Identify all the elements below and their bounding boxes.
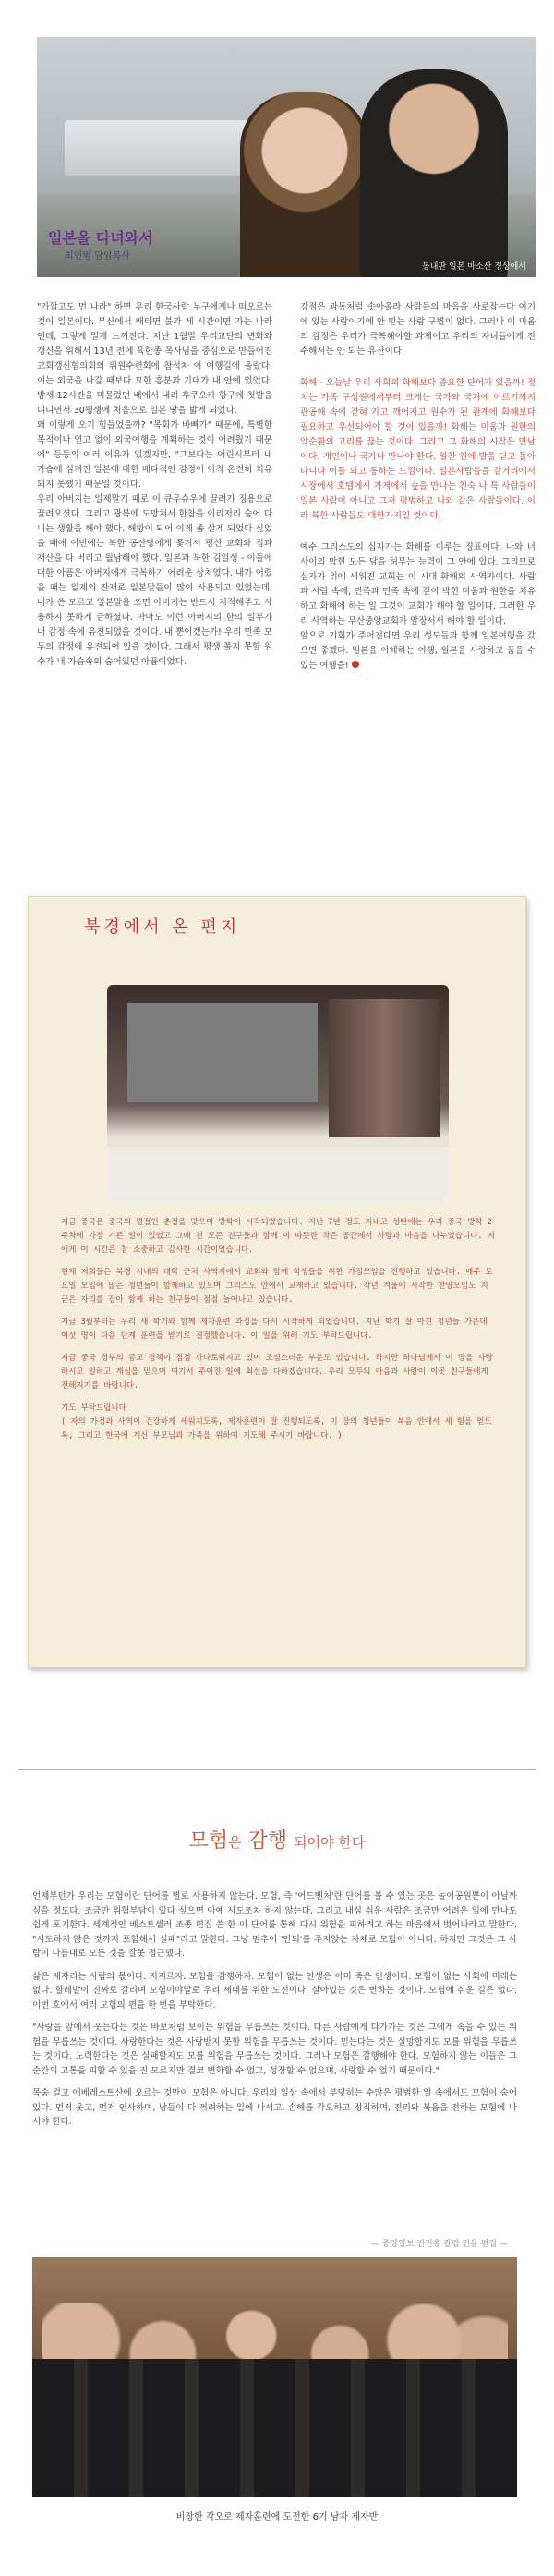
essay-paragraph: 강점은 과동처럼 솟아올라 사람들의 마음을 사로잡는다 여기에 있는 사람이기에 안 믿는 사람 구별이 없다. 그러나 이 미움의 감정은 우리가 극복해야할 과제이고 우리의 자녀들에게 전수해서는 안 되는 유산이다. [300, 302, 536, 357]
hero-photo [37, 37, 536, 277]
background-building [65, 120, 259, 176]
woman-figure [240, 92, 369, 277]
man-figure [360, 69, 508, 277]
essay-closing [300, 629, 536, 674]
divider [18, 1769, 536, 1770]
letter-title: 북경에서 온 편지 [84, 917, 241, 937]
adventure-paragraph: 삶은 제자리는 사람의 몫이다. 저지르자. 모험을 감행하자. 모험이 없는 인생은 이미 죽은 인생이다. 모험이 없는 사회에 미래는 없다. 할레발이 진짜로 갈리며 모험이야말로 우리 세대를 위한 도전이다. 살아있는 것은 변하는 것이다. 모험에 쉬운 길은 없다. 이번 호에서 여러 모험의 편을 한 번을 부탁한다. [32, 1971, 517, 2011]
letter-paragraph: 현재 저희들은 북경 시내의 대학 근처 사역지에서 교회와 함께 학생들을 위한 가정모임을 진행하고 있습니다. 매주 토요일 모임에 많은 청년들이 함께하고 있으며 그리스도 안에서 교제하고 있습니다. 작년 겨울에 시작한 찬양모임도 지금은 자리를 잡아 함께 하는 친구들이 점점 늘어나고 있습니다. [61, 1268, 493, 1305]
letter-paragraph: 기도 부탁드립니다 ( 저의 가정과 사역이 건강하게 세워지도록, 제자훈련이 잘 진행되도록, 이 땅의 청년들이 복음 안에서 새 힘을 얻도록, 그리고 한국에 계신 부모님과 가족을 위하여 기도해 주시기 바랍니다. ) [61, 1403, 492, 1440]
essay-paragraph: 앞으로 기회가 주어진다면 우리 성도들과 함께 일본여행을 갔으면 좋겠다. 일본을 이해하는 여행, 일본을 사랑하고 품을 수 있는 여행을! [300, 631, 536, 671]
group-photo [32, 2257, 517, 2497]
dinner-table [107, 1147, 449, 1202]
letter-body [61, 1216, 495, 1452]
photo-caption: 동내판 일본 마소산 정상에서 [422, 262, 526, 272]
letter-paragraph: 지금 3월부터는 우리 새 학기와 함께 제자훈련 과정을 다시 시작하게 되었습니다. 지난 학기 잘 마친 청년들 가운데 여섯 명이 다음 단계 훈련을 받기로 결정했습니다. 이 일을 위해 기도 부탁드립니다. [61, 1318, 488, 1341]
essay-column-right [300, 300, 536, 674]
adventure-paragraph: 목숨 걸고 에베레스트산에 오르는 것만이 모험은 아니다. 우리의 일상 속에서 부딪히는 수많은 평범한 일 속에서도 모험이 숨어 있다. 먼저 웃고, 먼저 인사하며, 남들이 다 꺼려하는 일에 나서고, 손해를 각오하고 정직하며, 진리와 복음을 전하는 모험에 나서야 한다. [32, 2088, 517, 2127]
source-credit: — 중앙일보 전진홍 칼럼 인용 편집 — [370, 2240, 508, 2249]
title-particle: 은 [228, 1834, 242, 1851]
redacted-block [127, 1003, 318, 1102]
essay-column-left [37, 300, 272, 670]
essay-paragraph: 예수 그리스도의 십자가는 화해를 이루는 징표이다. 나와 너 사이의 막힌 모든 담을 허무는 능력이 그 안에 있다. 그리므로 십자가 위에 세워진 교회는 이 시대 화해의 사역자이다. 사람과 사람 속에, 민족과 민족 속에 깊이 박힌 미움과 원한을 치유하고 화해에 하는 일 그것이 교회가 해야 할 일이다. 그러한 우리 사역하는 무산중앙교회가 앞장서서 해야 할 일이다. [300, 542, 536, 626]
essay-author: 최연범 담임목사 [65, 251, 130, 261]
people-group [329, 999, 440, 1137]
letter-paragraph: 지금 중국은 중국의 명절인 춘절을 맞으며 방학이 시작되었습니다. 지난 7년 정도 지내고 성탄에는 우리 중국 방학 2주차에 가장 기쁜 일이 있었고 그때 전 모든 친구들과 함께 이 따뜻한 작은 공간에서 사랑과 마음을 나누었습니다. 저에게 이 시간은 참 소중하고 감사한 시간이었습니다. [61, 1218, 495, 1255]
essay-paragraph: 왜 이렇게 오기 힘들었을까? "목회가 바빠가" 때문에, 특별한 목적이나 연고 없이 외국여행을 계획하는 것이 어려웠기 때문에" 등등의 여러 이유가 있겠지만, "그보다는 어린시부터 내 가슴에 심겨진 일본에 대한 배타적인 감정이 아직 온전히 치유되지 못했기 때문일 것이다. [37, 420, 272, 490]
end-mark-icon [352, 661, 359, 668]
essay-title: 일본을 다녀와서 [48, 229, 153, 247]
title-word: 감행 [247, 1829, 288, 1853]
title-rest: 되어야 한다 [294, 1834, 366, 1851]
adventure-paragraph: "사랑을 앞에서 웃는다는 것은 바보처럼 보이는 위험을 무릅쓰는 것이다. 다른 사람에게 다가가는 것은 그에게 속을 수 있는 위험을 무릅쓰는 것이다. 사랑한다는 것은 사랑받지 못할 위험을 무릅쓰는 것이다. 믿는다는 것은 실망할지도 모를 위험을 무릅쓰는 것이다. 노력한다는 것은 실패할지도 모를 위험을 무릅쓰는 것이다. 그러나 모험은 감행해야 한다. 모험하지 않는 이들은 그 순간의 고통을 피할 수 있을 진 모르지만 결코 변화할 수 없고, 성장할 수 없으며, 사랑할 수 없기 때문이다." [32, 2023, 517, 2076]
adventure-title [18, 1825, 536, 1853]
essay-paragraph: 우리 아버지는 일제말기 때로 이 큐우슈우에 끌려가 징용으로 끌려오셨다. 그리고 광복에 도망쳐서 한참을 이리저리 숨어 다니는 생활을 해야 했다. 해방이 되어 이제 좀 살게 되었다 싶었을 때에 이번에는 북한 공산당에게 쫓겨서 평신 교회와 집과 재산을 다 버리고 월남해야 했다. 일본과 북한 김일성 - 이들에 대한 아픔은 아버지에게 극복하기 어려운 상처였다. 내가 어렸을 때는 일제의 잔재로 일본말들이 많이 사용되고 있었는데, 내가 쓴 모르고 일본말을 쓰면 아버지는 반드시 지적해주고 사용하지 못하게 금하셨다. 아마도 이런 아버지의 한의 일부가 내 감정 속에 유전되었을 것이다. 내 뿐이겠는가! 우리 민족 모두의 감정에 유전되어 있을 것이다. 그래서 평생 풀지 못할 원수가 내 가슴속의 숨어있던 아픔이었다. [37, 494, 272, 667]
letter-paragraph: 지금 중국 정부의 종교 정책이 점점 까다로워지고 있어 조심스러운 부분도 있습니다. 하지만 하나님께서 이 땅을 사랑하시고 일하고 계심을 믿으며 여기서 주어진 일에 최선을 다하겠습니다. 우리 모두의 마음과 사랑이 이곳 친구들에게 전해지기를 바랍니다. [61, 1354, 493, 1391]
adventure-body [32, 1889, 517, 2138]
suits-row [32, 2359, 517, 2497]
adventure-section [18, 1769, 536, 2564]
letter-section [28, 896, 526, 1668]
group-photo-caption: 비장한 각오로 제자훈련에 도전한 6기 남자 제자반 [175, 2512, 379, 2522]
essay-paragraph: "가깝고도 먼 나라" 하면 우리 한국사람 누구에게나 떠오르는 것이 일본이다. 부산에서 배타면 불과 세 시간이면 가는 나라인데, 그렇게 멀게 느껴진다. 지난 1월말 우리교단의 변화와 갱신을 위해서 13년 전에 육한종 목사님을 중심으로 만들어진 교회갱신협의회의 위원수련회에 참석차 이 여행길에 올랐다. 이는 외국을 나갈 때보다 묘한 흥분과 기대가 내 안에 있었다. 밤새 12시간을 미물렀던 배에서 내려 후쿠오카 항구에 첫발을 디디면서 30평생에 처음으로 일본 땅을 밟게 되었다. [37, 302, 272, 416]
adventure-paragraph: 언제부턴가 우리는 모험이란 단어를 별로 사용하지 않는다. 모험, 즉 '어드벤처'란 단어를 볼 수 있는 곳은 놀이공원뿐이 아닐까 싶을 정도다. 조금만 위험부담이 있다 싶으면 아예 시도조차 하지 않는다. 그리고 내심 쉬운 사람은 조금만 어려운 일에 만나도 쉽게 포기한다. 세계적인 베스트셀러 조종 편집 쓴 한 이 단어를 통해 다시 위험을 피하려고 하는 마음에서 벗어나라고 말한다. "시도하지 않은 것까지 포함해서 실패"라고 말한다. 그냥 멈추어 '안되'를 주저앉는 자체로 모험이 아니다. 하지만 그것은 그 사람이 나름대로 모든 것을 잘못 접근했다. [32, 1891, 517, 1959]
essay-highlight-paragraph: 화해 - 오늘날 우리 사회의 화해보다 중요한 단어가 있을까! 정치는 가족 구성원에서부터 크게는 국가와 국가에 이르기까지 관공해 속에 갇혀 가고 깨어지고 원수가 된 관계에 화해보다 필요하고 우선되어야 할 것이 있을까! 화해는 미움과 원한의 악순환의 고리를 끊는 것이다. 그리고 그 화해의 시작은 만남이다. 개인이나 국가나 만나야 한다. 일찬 원에 발을 딛고 돌아다니다 이틀 되고 통하는 느낌이다. 일본사람들을 같거리에서 시장에서 호텔에서 가게에서 숲을 만나는 친숙 나 특 사람들이 일본 사람이 아니고 그저 평범하고 나와 같은 사람들이다. 이라 북한 사람들도 대한가지일 것이다. [300, 378, 536, 521]
essay-section [37, 37, 536, 859]
letter-photo [107, 985, 449, 1202]
title-word: 모험 [188, 1829, 229, 1853]
